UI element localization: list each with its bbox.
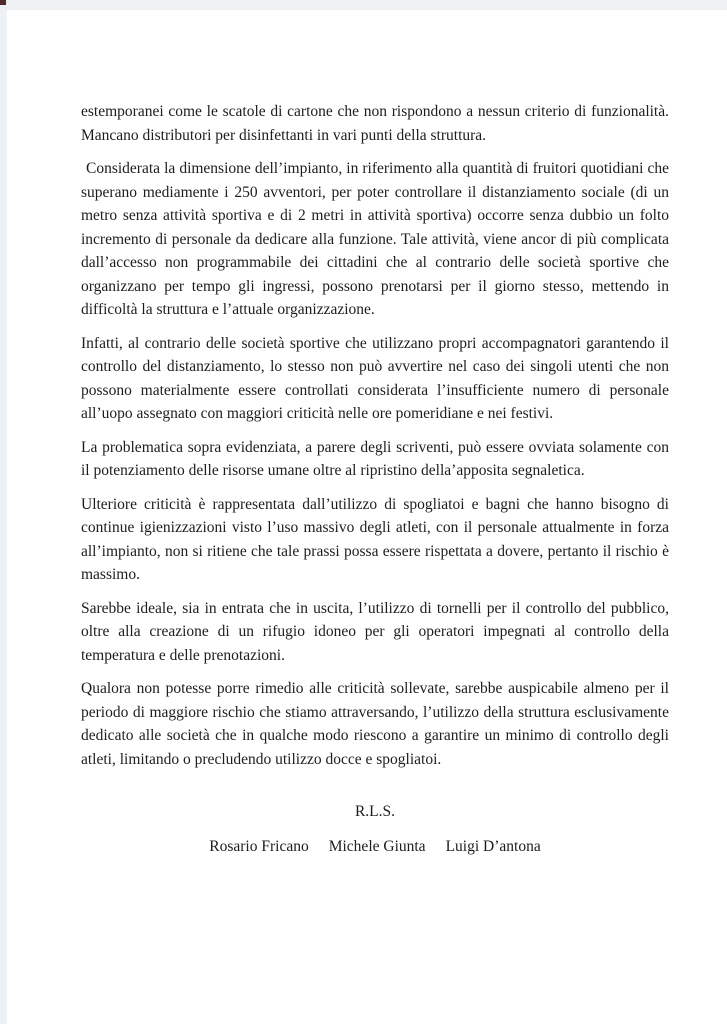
signatory-name: Luigi D’antona — [445, 837, 541, 855]
paragraph: Infatti, al contrario delle società sportive che utilizzano propri accompagnatori garantendo il controllo del distanziamento, lo stesso non può avvertire nel caso dei singoli utenti che non possono materialmente essere controllati considerata l’insufficiente numero di personale all’uopo assegnato con maggiori criticità nelle ore pomeridiane e nei festivi. — [81, 334, 669, 422]
signature-role: R.L.S. — [354, 803, 396, 820]
document-body — [81, 100, 669, 858]
paragraph: estemporanei come le scatole di cartone che non rispondono a nessun criterio di funzionalità. Mancano distributori per disinfettanti in vari punti della struttura. — [81, 103, 669, 144]
document-page — [7, 10, 727, 1024]
paragraph: Qualora non potesse porre rimedio alle criticità sollevate, sarebbe auspicabile almeno per il periodo di maggiore rischio che stiamo attraversando, l’utilizzo della struttura esclusivamente dedicato alle società che in qualche modo riescono a garantire un minimo di controllo degli atleti, limitando o precludendo utilizzo docce e spogliatoi. — [81, 680, 669, 768]
signature-names — [81, 835, 669, 859]
paragraph: Sarebbe ideale, sia in entrata che in uscita, l’utilizzo di tornelli per il controllo del pubblico, oltre alla creazione di un rifugio idoneo per gli operatori impegnati al controllo della temperatura e delle prenotazioni. — [81, 599, 669, 664]
signature-block — [81, 800, 669, 858]
paragraph: La problematica sopra evidenziata, a parere degli scriventi, può essere ovviata solamente con il potenziamento delle risorse umane oltre al ripristino della’apposita segnaletica. — [81, 438, 669, 479]
signatory-name: Michele Giunta — [328, 837, 426, 855]
paragraph: Ulteriore criticità è rappresentata dall’utilizzo di spogliatoi e bagni che hanno bisogno di continue igienizzazioni visto l’uso massivo degli atleti, con il personale attualmente in forza all’impianto, non si ritiene che tale prassi possa essere rispettata a dovere, pertanto il rischio è massimo. — [81, 495, 669, 583]
paragraph: Considerata la dimensione dell’impianto, in riferimento alla quantità di fruitori quotidiani che superano mediamente i 250 avventori, per poter controllare il distanziamento sociale (di un metro senza attività sportiva e di 2 metri in attività sportiva) occorre senza dubbio un folto incremento di personale da dedicare alla funzione. Tale attività, viene ancor di più complicata dall’accesso non programmabile dei cittadini che al contrario delle società sportive che organizzano per tempo gli ingressi, possono prenotarsi per il giorno stesso, mettendo in difficoltà la struttura e l’attuale organizzazione. — [81, 160, 669, 318]
signatory-name: Rosario Fricano — [209, 837, 309, 855]
scan-corner-artifact — [0, 0, 6, 5]
